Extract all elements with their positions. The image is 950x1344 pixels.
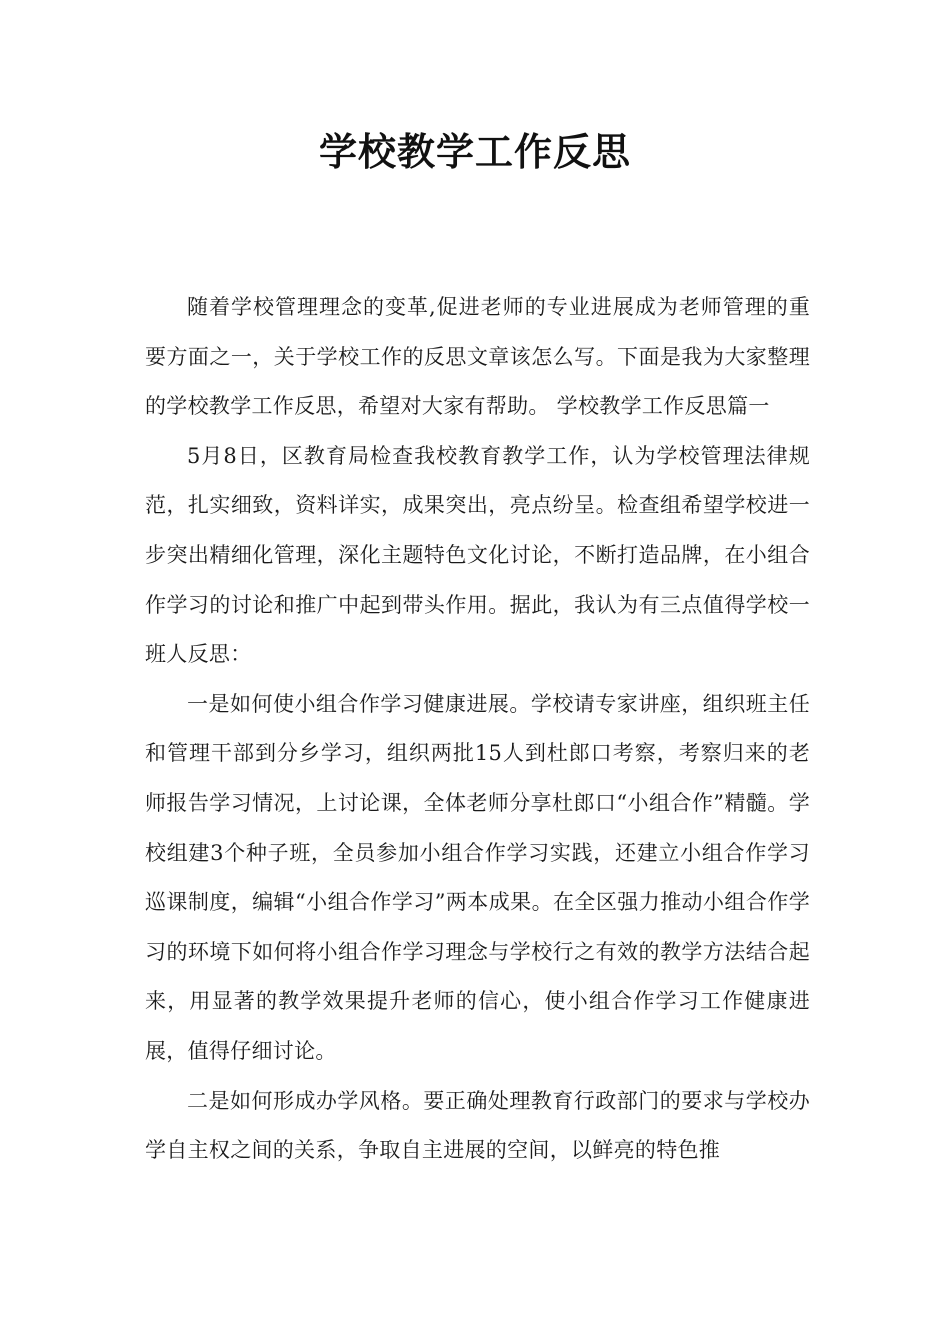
paragraph-point-two: 二是如何形成办学风格。要正确处理教育行政部门的要求与学校办学自主权之间的关系，争取自主进展的空间，以鲜亮的特色推 — [145, 1088, 810, 1163]
paragraph-intro: 随着学校管理理念的变革,促进老师的专业进展成为老师管理的重要方面之一，关于学校工作的反思文章该怎么写。下面是我为大家整理的学校教学工作反思，希望对大家有帮助。 学校教学工作反思篇一 — [145, 295, 810, 419]
document-title: 学校教学工作反思 — [318, 130, 631, 174]
document-body — [145, 283, 810, 1176]
paragraph-point-one: 一是如何使小组合作学习健康进展。学校请专家讲座，组织班主任和管理干部到分乡学习，组织两批15人到杜郎口考察，考察归来的老师报告学习情况，上讨论课，全体老师分享杜郎口“小组合作”精髓。学校组建3个种子班，全员参加小组合作学习实践，还建立小组合作学习巡课制度，编辑“小组合作学习”两本成果。在全区强力推动小组合作学习的环境下如何将小组合作学习理念与学校行之有效的教学方法结合起来，用显著的教学效果提升老师的信心，使小组合作学习工作健康进展，值得仔细讨论。 — [145, 691, 810, 1063]
paragraph-inspection: 5月8日，区教育局检查我校教育教学工作，认为学校管理法律规范，扎实细致，资料详实，成果突出，亮点纷呈。检查组希望学校进一步突出精细化管理，深化主题特色文化讨论，不断打造品牌，在小组合作学习的讨论和推广中起到带头作用。据此，我认为有三点值得学校一班人反思： — [145, 443, 810, 667]
